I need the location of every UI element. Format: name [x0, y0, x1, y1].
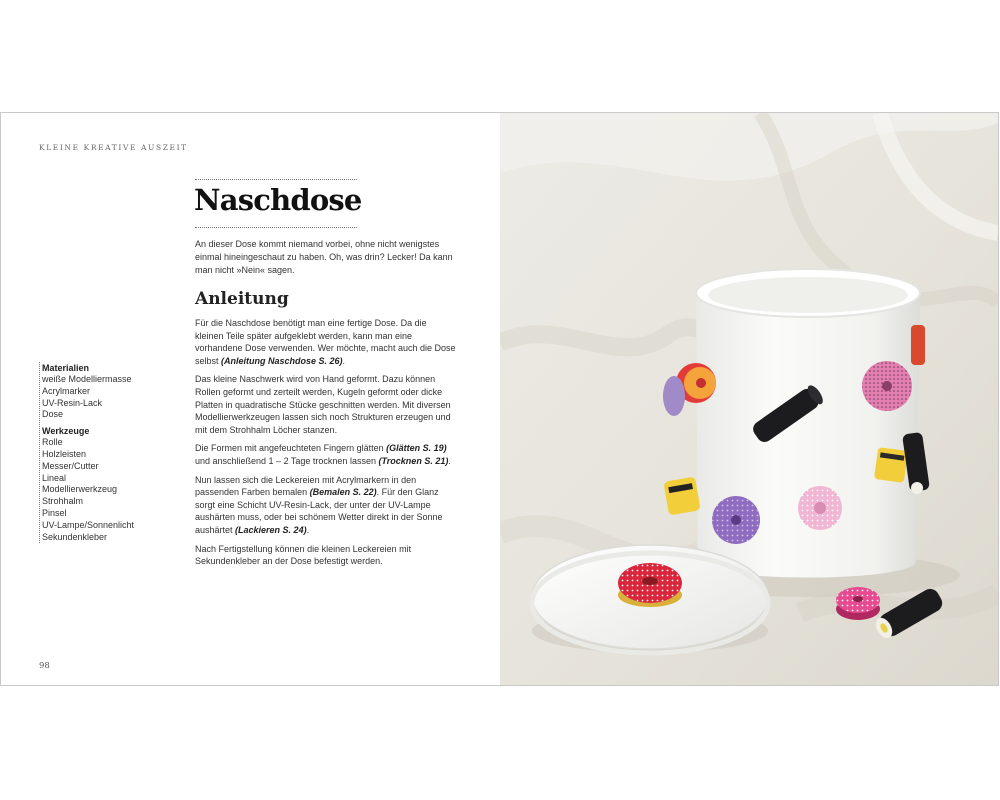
cross-reference: (Anleitung Naschdose S. 26) — [221, 355, 343, 366]
section-heading-anleitung: Anleitung — [195, 289, 289, 309]
tool-item: Sekundenkleber — [42, 531, 108, 542]
instruction-paragraph: Nun lassen sich die Leckereien mit Acrylmarkern in den passenden Farben bemalen (Bemalen S. 22). Für den Glanz sorgt eine Schicht UV-Resin-Lack, der unter der UV-Lampe aushärten muss, oder bei schönem Wetter direkt in der Sonne aushärtet (Lackieren S. 24). — [195, 474, 443, 535]
cross-reference: (Lackieren S. 24) — [235, 524, 307, 535]
tool-item: Messer/Cutter — [42, 460, 99, 471]
purple-donut — [712, 496, 760, 544]
tool-item: Pinsel — [42, 507, 67, 518]
purple-candy-left — [663, 376, 685, 416]
instruction-paragraph: Die Formen mit angefeuchteten Fingern glätten (Glätten S. 19) und anschließend 1 – 2 Tage trocknen lassen (Trocknen S. 21). — [195, 443, 451, 466]
material-item: UV-Resin-Lack — [42, 397, 103, 408]
yellow-candy-left — [663, 476, 700, 515]
running-head: KLEINE KREATIVE AUSZEIT — [39, 143, 188, 152]
title-rule-bottom — [195, 227, 357, 228]
instruction-paragraph: Für die Naschdose benötigt man eine fertige Dose. Da die kleinen Teile später aufgeklebt werden, kann man eine vorhandene Dose verwenden. Wer möchte, macht auch die Dose selbst (Anleitung Naschdose S. 26). — [195, 318, 456, 366]
cross-reference: (Bemalen S. 22) — [309, 487, 377, 498]
book-spread — [0, 112, 999, 686]
red-candy-top — [911, 325, 925, 365]
material-item: weiße Modelliermasse — [42, 374, 132, 384]
tool-item: Lineal — [42, 472, 67, 483]
left-page — [1, 113, 500, 685]
materials-sidebar — [39, 362, 182, 543]
yellow-candy-right — [874, 447, 908, 483]
tools-heading: Werkzeuge — [42, 426, 90, 437]
photo-illustration — [500, 113, 998, 685]
material-item: Dose — [42, 409, 64, 420]
tool-item: Rolle — [42, 437, 63, 448]
pink-donut-cloth — [836, 587, 880, 620]
candy-jar-photo — [500, 113, 998, 685]
materials-heading: Materialien — [42, 363, 90, 373]
instruction-paragraph: Das kleine Naschwerk wird von Hand geformt. Dazu können Rollen geformt und zerteilt werden, Kugeln geformt oder dicke Platten in quadratische Stücke geschnitten werden. Mit diversen Modellierwerkzeugen lassen sich noch Strukturen erzeugen und mit dem Strohhalm Löcher stanzen. — [195, 374, 451, 435]
tool-item: UV-Lampe/Sonnenlicht — [42, 519, 135, 530]
tool-item: Modellierwerkzeug — [42, 484, 118, 495]
intro-text: An dieser Dose kommt niemand vorbei, ohne nicht wenigstes einmal hineingeschaut zu haben. Oh, was drin? Lecker! Da kann man nicht »Nein« sagen. — [195, 239, 453, 275]
cross-reference: (Trocknen S. 21) — [378, 455, 449, 466]
page-number: 98 — [39, 661, 50, 671]
page-title: Naschdose — [194, 183, 362, 217]
instruction-paragraph: Nach Fertigstellung können die kleinen Leckereien mit Sekundenkleber an der Dose befestigt werden. — [195, 543, 412, 567]
title-rule-top — [195, 179, 357, 180]
jar-opening — [708, 277, 908, 313]
cross-reference: (Glätten S. 19) — [386, 443, 447, 454]
instructions — [195, 317, 457, 574]
tool-item: Holzleisten — [42, 448, 87, 459]
red-donut-lid — [618, 563, 682, 607]
pink-donut-top — [862, 361, 912, 411]
pink-donut-side — [798, 486, 842, 530]
material-item: Acrylmarker — [42, 385, 91, 396]
tool-item: Strohhalm — [42, 496, 84, 507]
